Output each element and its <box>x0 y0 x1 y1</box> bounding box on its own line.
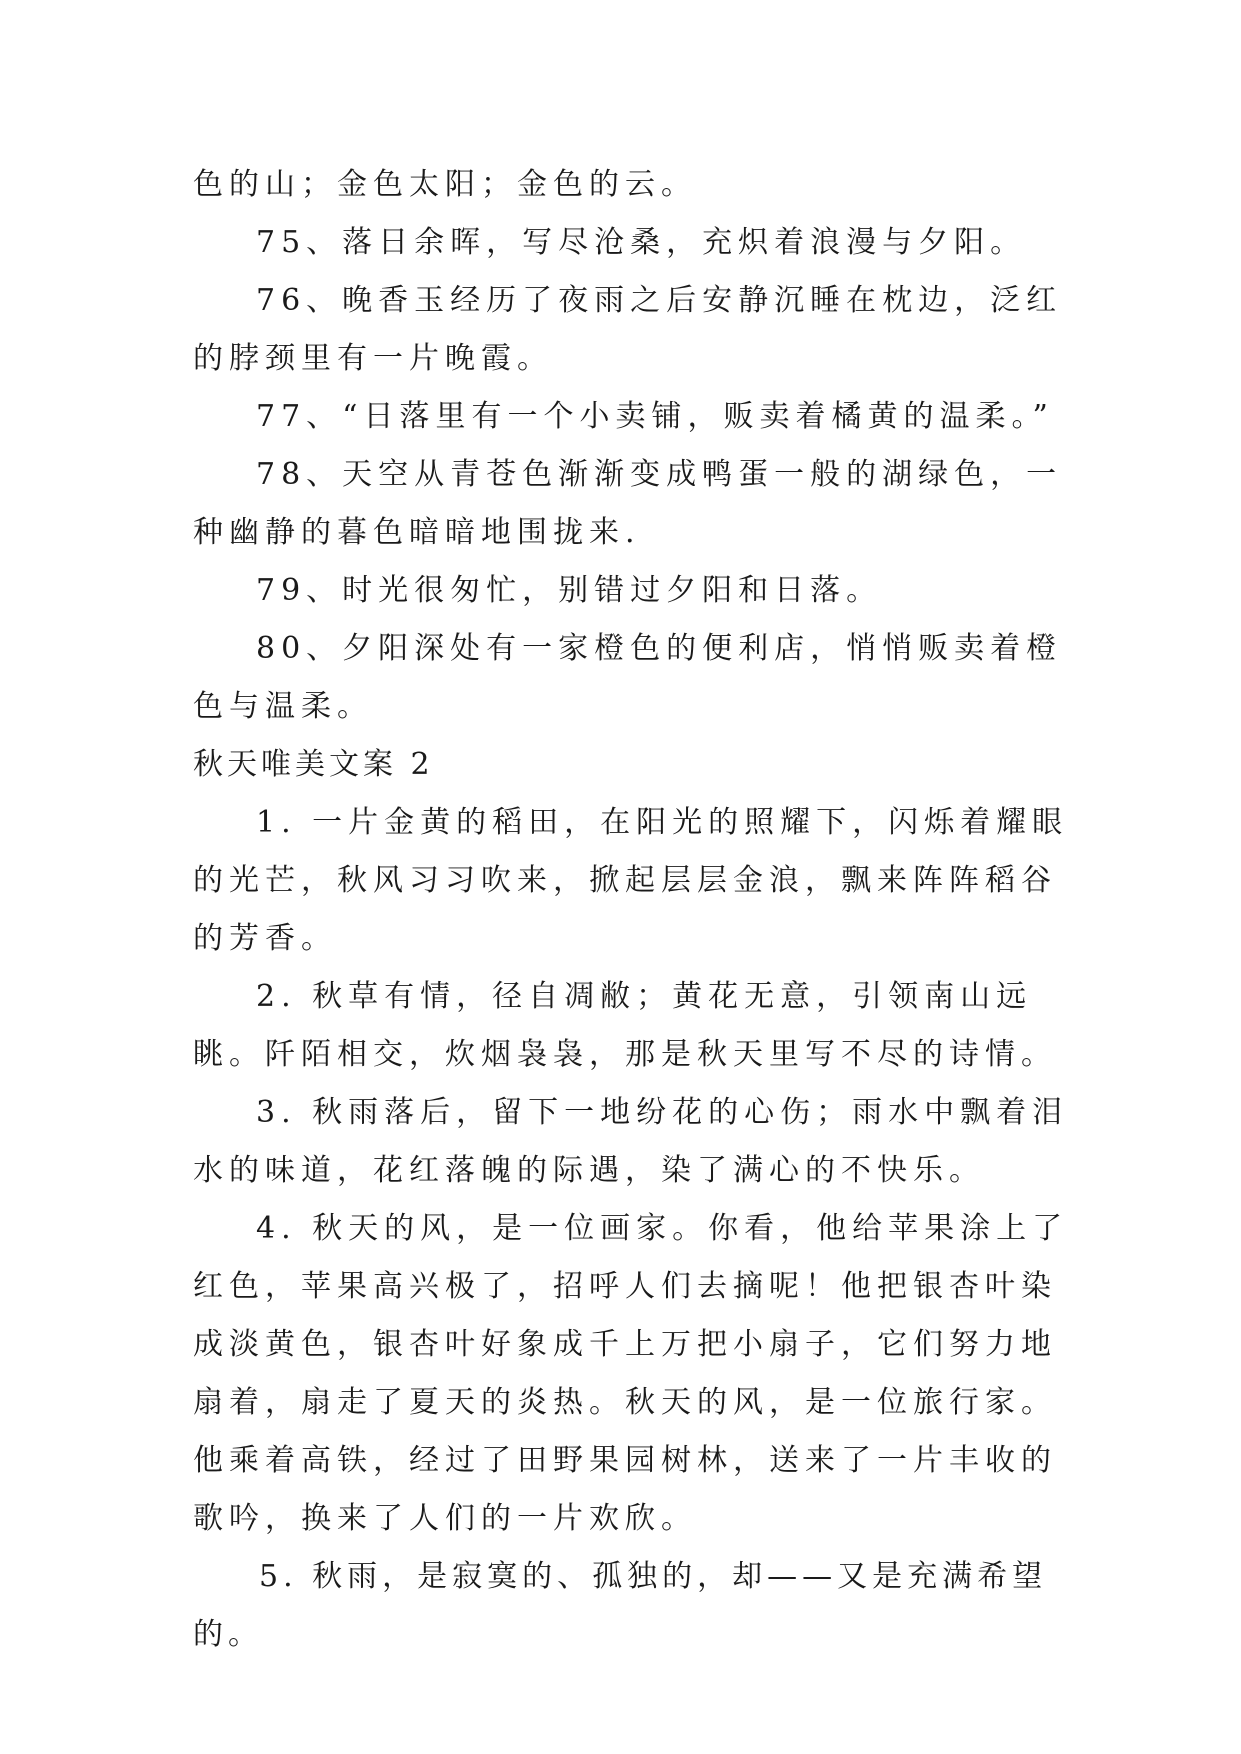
paragraph-continuation: 色的山；金色太阳；金色的云。 <box>193 167 697 202</box>
paragraph-item-76: 76、晚香玉经历了夜雨之后安静沉睡在枕边，泛红的脖颈里有一片晚霞。 <box>193 283 1063 376</box>
text-column <box>193 156 1073 1664</box>
paragraph-item-5: 5. 秋雨，是寂寞的、孤独的，却——又是充满希望的。 <box>193 1559 1048 1652</box>
paragraph-item-78: 78、天空从青苍色渐渐变成鸭蛋一般的湖绿色，一种幽静的暮色暗暗地围拢来. <box>193 457 1063 550</box>
paragraph-item-77: 77、“日落里有一个小卖铺，贩卖着橘黄的温柔。” <box>256 399 1054 434</box>
paragraph-item-80: 80、夕阳深处有一家橙色的便利店，悄悄贩卖着橙色与温柔。 <box>193 631 1063 724</box>
paragraph-item-75: 75、落日余晖，写尽沧桑，充炽着浪漫与夕阳。 <box>256 225 1027 260</box>
paragraph-item-3: 3. 秋雨落后，留下一地纷花的心伤；雨水中飘着泪水的味道，花红落魄的际遇，染了满心的不快乐。 <box>193 1095 1069 1188</box>
paragraph-item-4: 4. 秋天的风，是一位画家。你看，他给苹果涂上了红色，苹果高兴极了，招呼人们去摘呢！他把银杏叶染成淡黄色，银杏叶好象成千上万把小扇子，它们努力地扇着，扇走了夏天的炎热。秋天的风，是一位旅行家。他乘着高铁，经过了田野果园树林，送来了一片丰收的歌吟，换来了人们的一片欢欣。 <box>193 1211 1069 1536</box>
paragraph-item-2: 2. 秋草有情，径自凋敝；黄花无意，引领南山远眺。阡陌相交，炊烟袅袅，那是秋天里写不尽的诗情。 <box>193 979 1057 1072</box>
paragraph-item-79: 79、时光很匆忙，别错过夕阳和日落。 <box>256 573 883 608</box>
paragraph-item-1: 1. 一片金黄的稻田，在阳光的照耀下，闪烁着耀眼的光芒，秋风习习吹来，掀起层层金浪，飘来阵阵稻谷的芳香。 <box>193 805 1069 956</box>
section-heading: 秋天唯美文案 2 <box>193 747 434 782</box>
